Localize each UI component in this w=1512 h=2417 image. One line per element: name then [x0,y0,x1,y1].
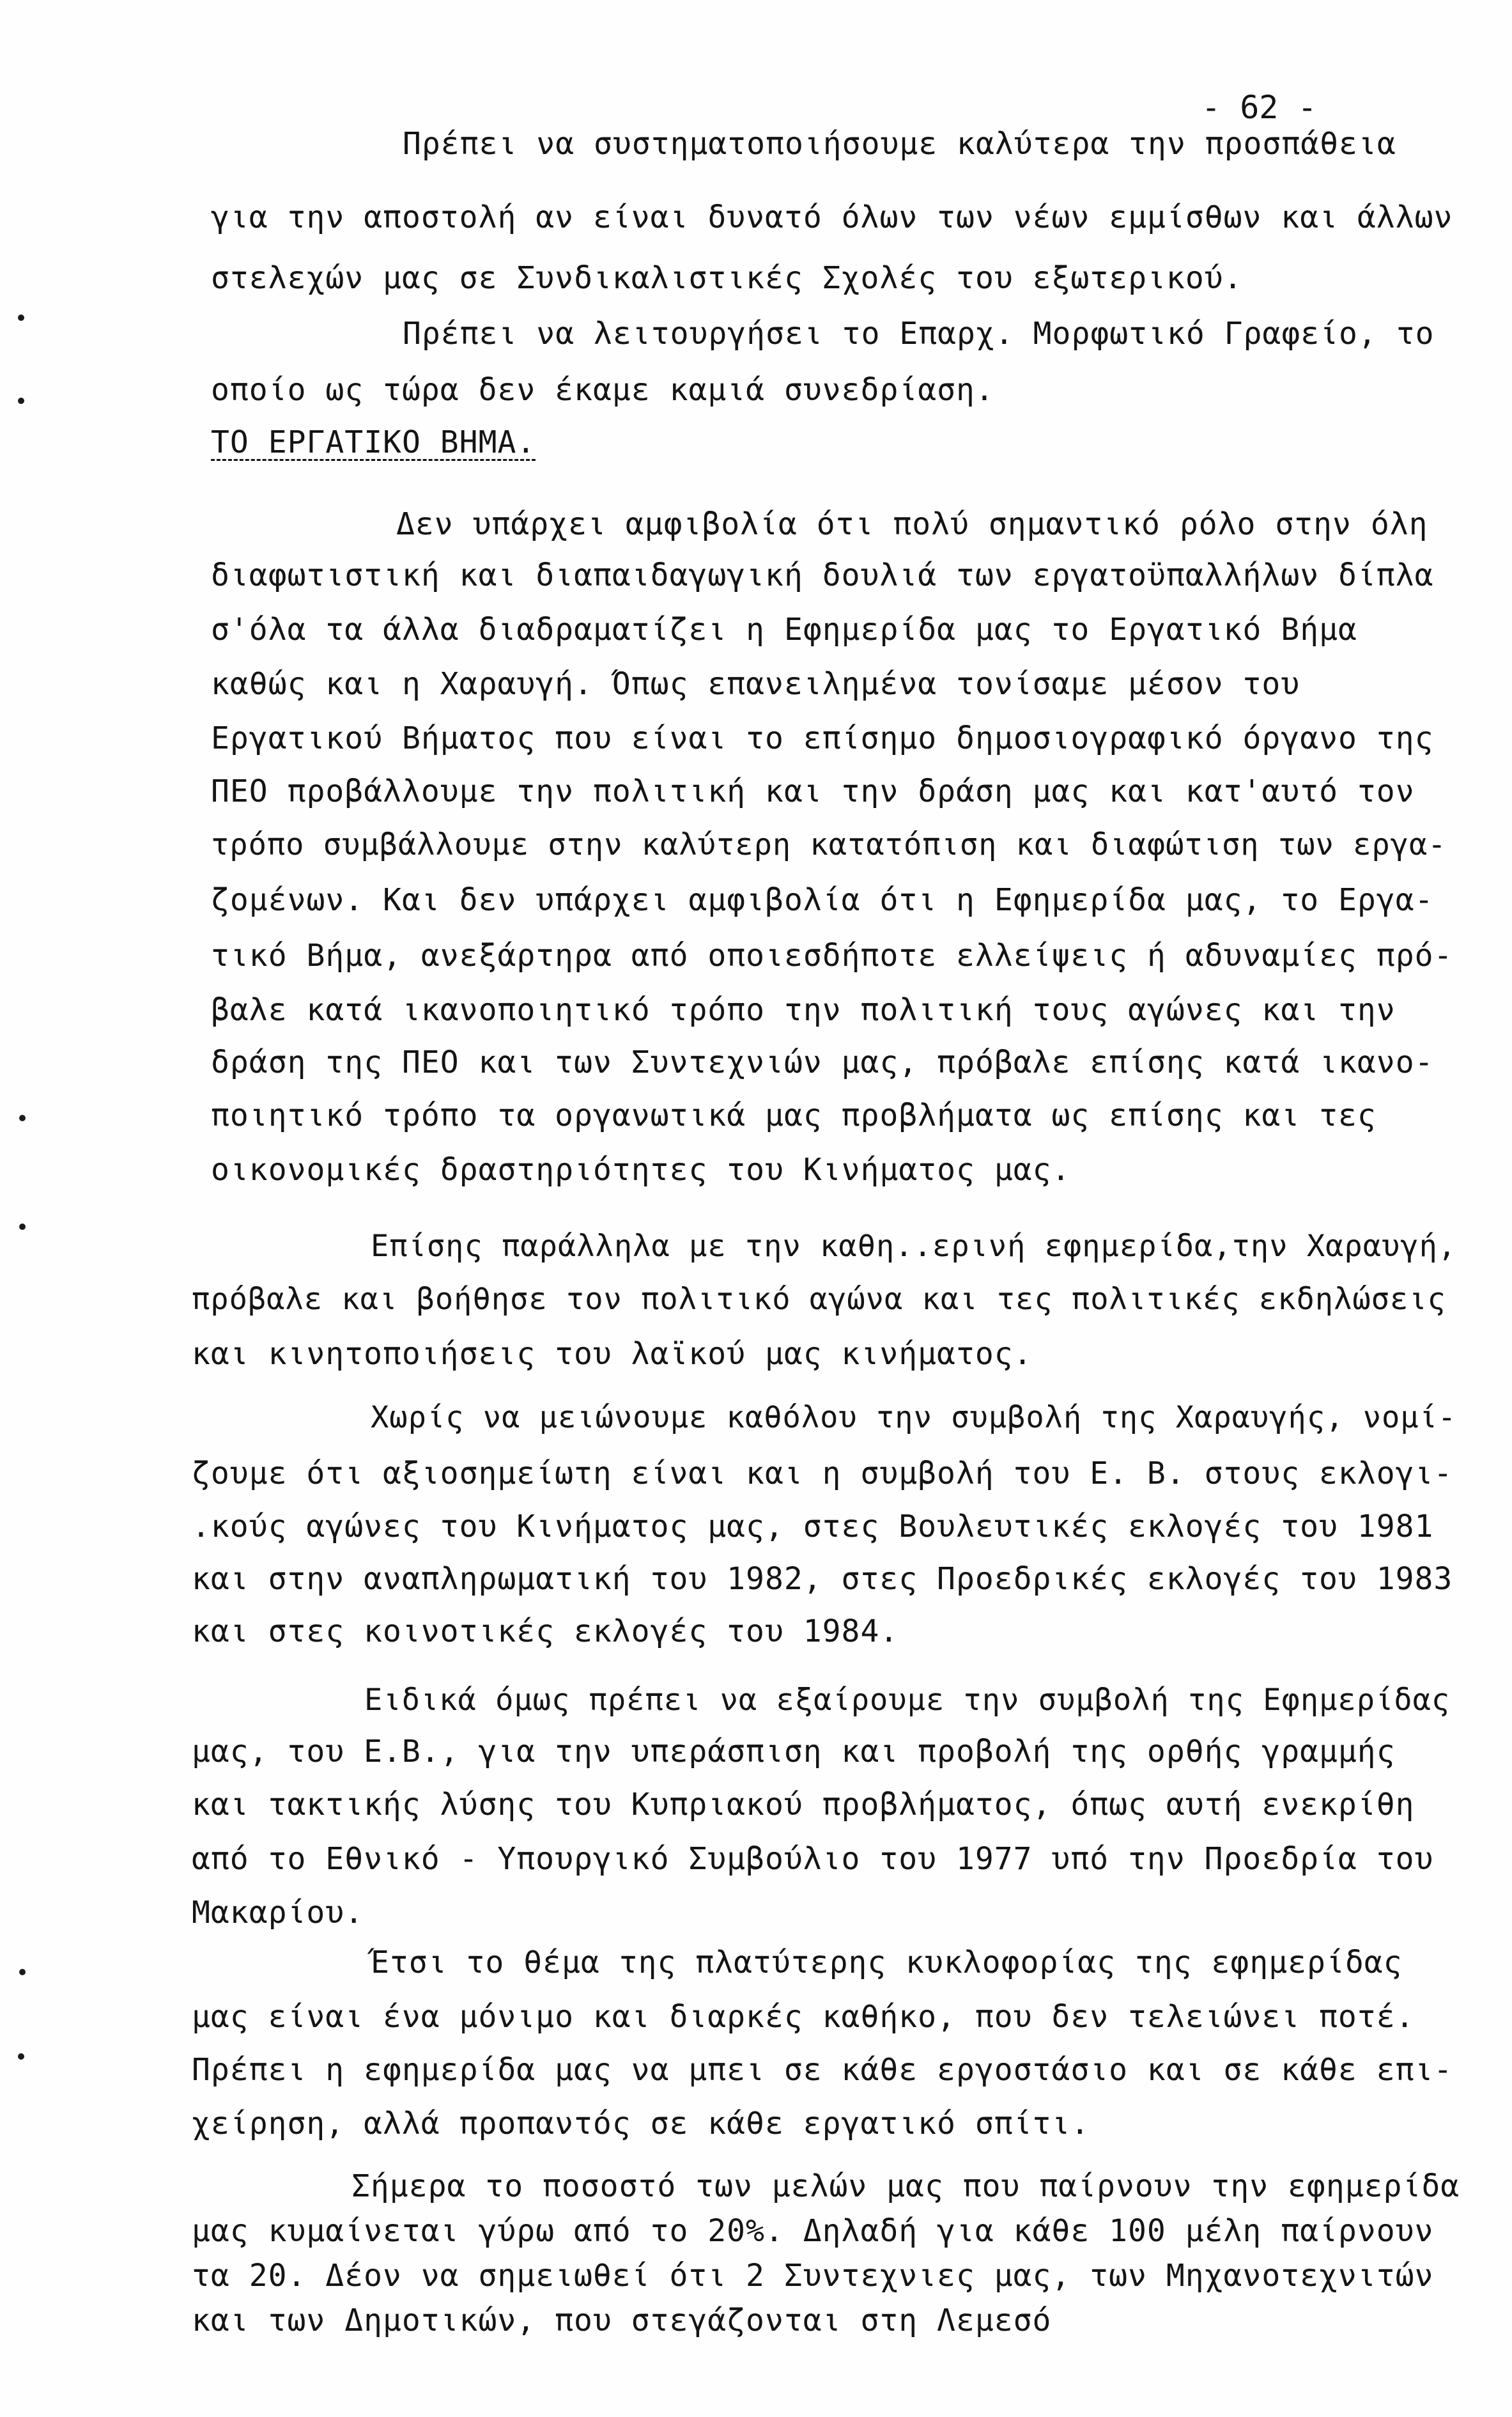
section-heading: ΤΟ ΕΡΓΑΤΙΚΟ ΒΗΜΑ. [211,424,536,460]
text-line: Ειδικά όμως πρέπει να εξαίρουμε την συμβολή της Εφημερίδας [364,1683,1451,1718]
text-line: Μακαρίου. [192,1895,364,1931]
text-line: Σήμερα το ποσοστό των μελών μας που παίρνουν την εφημερίδα [351,2168,1460,2204]
text-line: και των Δημοτικών, που στεγάζονται στη Λεμεσό [192,2303,1052,2338]
text-line: οικονομικές δραστηριότητες του Κινήματος μας. [211,1152,1071,1188]
text-line: ΠΕΟ προβάλλουμε την πολιτική και την δράση μας και κατ'αυτό τον [211,773,1415,809]
scan-speck [18,398,24,404]
scan-speck [19,1224,26,1230]
page-number: - 62 - [1201,89,1317,126]
text-line: σ'όλα τα άλλα διαδραματίζει η Εφημερίδα μας το Εργατικό Βήμα [211,612,1357,648]
text-line: δράση της ΠΕΟ και των Συντεχνιών μας, πρόβαλε επίσης κατά ικανο- [211,1045,1434,1080]
text-line: Επίσης παράλληλα με την καθη..ερινή εφημερίδα,την Χαραυγή, [371,1229,1457,1264]
text-line: πρόβαλε και βοήθησε τον πολιτικό αγώνα και τες πολιτικές εκδηλώσεις [192,1282,1446,1317]
text-line: Πρέπει η εφημερίδα μας να μπει σε κάθε εργοστάσιο και σε κάθε επι- [192,2052,1453,2088]
text-line: τρόπο συμβάλλουμε στην καλύτερη κατατόπιση και διαφώτιση των εργα- [211,827,1447,862]
text-line: Πρέπει να λειτουργήσει το Επαρχ. Μορφωτικό Γραφείο, το [403,316,1435,352]
text-line: Πρέπει να συστηματοποιήσουμε καλύτερα την προσπάθεια [403,126,1396,162]
text-line: τα 20. Δέον να σημειωθεί ότι 2 Συντεχνιες μας, των Μηχανοτεχνιτών [192,2258,1434,2294]
text-line: ζουμε ότι αξιοσημείωτη είναι και η συμβολή του Ε. Β. στους εκλογι- [192,1456,1453,1491]
text-line: βαλε κατά ικανοποιητικό τρόπο την πολιτική τους αγώνες και την [211,992,1396,1028]
text-line: Έτσι το θέμα της πλατύτερης κυκλοφορίας της εφημερίδας [371,1945,1403,1980]
text-line: χείρηση, αλλά προπαντός σε κάθε εργατικό σπίτι. [192,2106,1090,2141]
text-line: και τακτικής λύσης του Κυπριακού προβλήματος, όπως αυτή ενεκρίθη [192,1787,1415,1822]
text-line: μας, του Ε.Β., για την υπεράσπιση και προβολή της ορθής γραμμής [192,1734,1396,1769]
text-line: ποιητικό τρόπο τα οργανωτικά μας προβλήματα ως επίσης και τες [211,1098,1377,1133]
text-line: και κινητοποιήσεις του λαϊκού μας κινήματος. [192,1336,1033,1372]
text-line: και στες κοινοτικές εκλογές του 1984. [192,1613,899,1649]
text-line: ζομένων. Και δεν υπάρχει αμφιβολία ότι η Εφημερίδα μας, το Εργα- [211,882,1434,918]
text-line: από το Εθνικό - Υπουργικό Συμβούλιο του 1977 υπό την Προεδρία του [192,1841,1434,1877]
text-line: Εργατικού Βήματος που είναι το επίσημο δημοσιογραφικό όργανο της [211,720,1434,756]
scan-speck [18,2053,24,2060]
scan-speck [19,1115,26,1121]
text-line: Δεν υπάρχει αμφιβολία ότι πολύ σημαντικό ρόλο στην όλη [396,506,1428,542]
scan-speck [18,315,24,321]
text-line: .κούς αγώνες του Κινήματος μας, στες Βουλευτικές εκλογές του 1981 [192,1509,1434,1544]
text-line: διαφωτιστική και διαπαιδαγωγική δουλιά των εργατοϋπαλλήλων δίπλα [211,557,1434,593]
scan-speck [19,1969,26,1975]
text-line: τικό Βήμα, ανεξάρτηρα από οποιεσδήποτε ελλείψεις ή αδυναμίες πρό- [211,938,1453,974]
text-line: μας κυμαίνεται γύρω από το 20%. Δηλαδή για κάθε 100 μέλη παίρνουν [192,2213,1434,2249]
text-line: καθώς και η Χαραυγή. Όπως επανειλημένα τονίσαμε μέσον του [211,666,1300,702]
text-line: και στην αναπληρωματική του 1982, στες Προεδρικές εκλογές του 1983 [192,1561,1453,1597]
text-line: για την αποστολή αν είναι δυνατό όλων των νέων εμμίσθων και άλλων [211,199,1453,235]
text-line: οποίο ως τώρα δεν έκαμε καμιά συνεδρίαση. [211,372,994,408]
text-line: μας είναι ένα μόνιμο και διαρκές καθήκο, που δεν τελειώνει ποτέ. [192,1999,1415,2035]
text-line: Χωρίς να μειώνουμε καθόλου την συμβολή της Χαραυγής, νομί- [371,1400,1457,1435]
text-line: στελεχών μας σε Συνδικαλιστικές Σχολές του εξωτερικού. [211,260,1243,296]
